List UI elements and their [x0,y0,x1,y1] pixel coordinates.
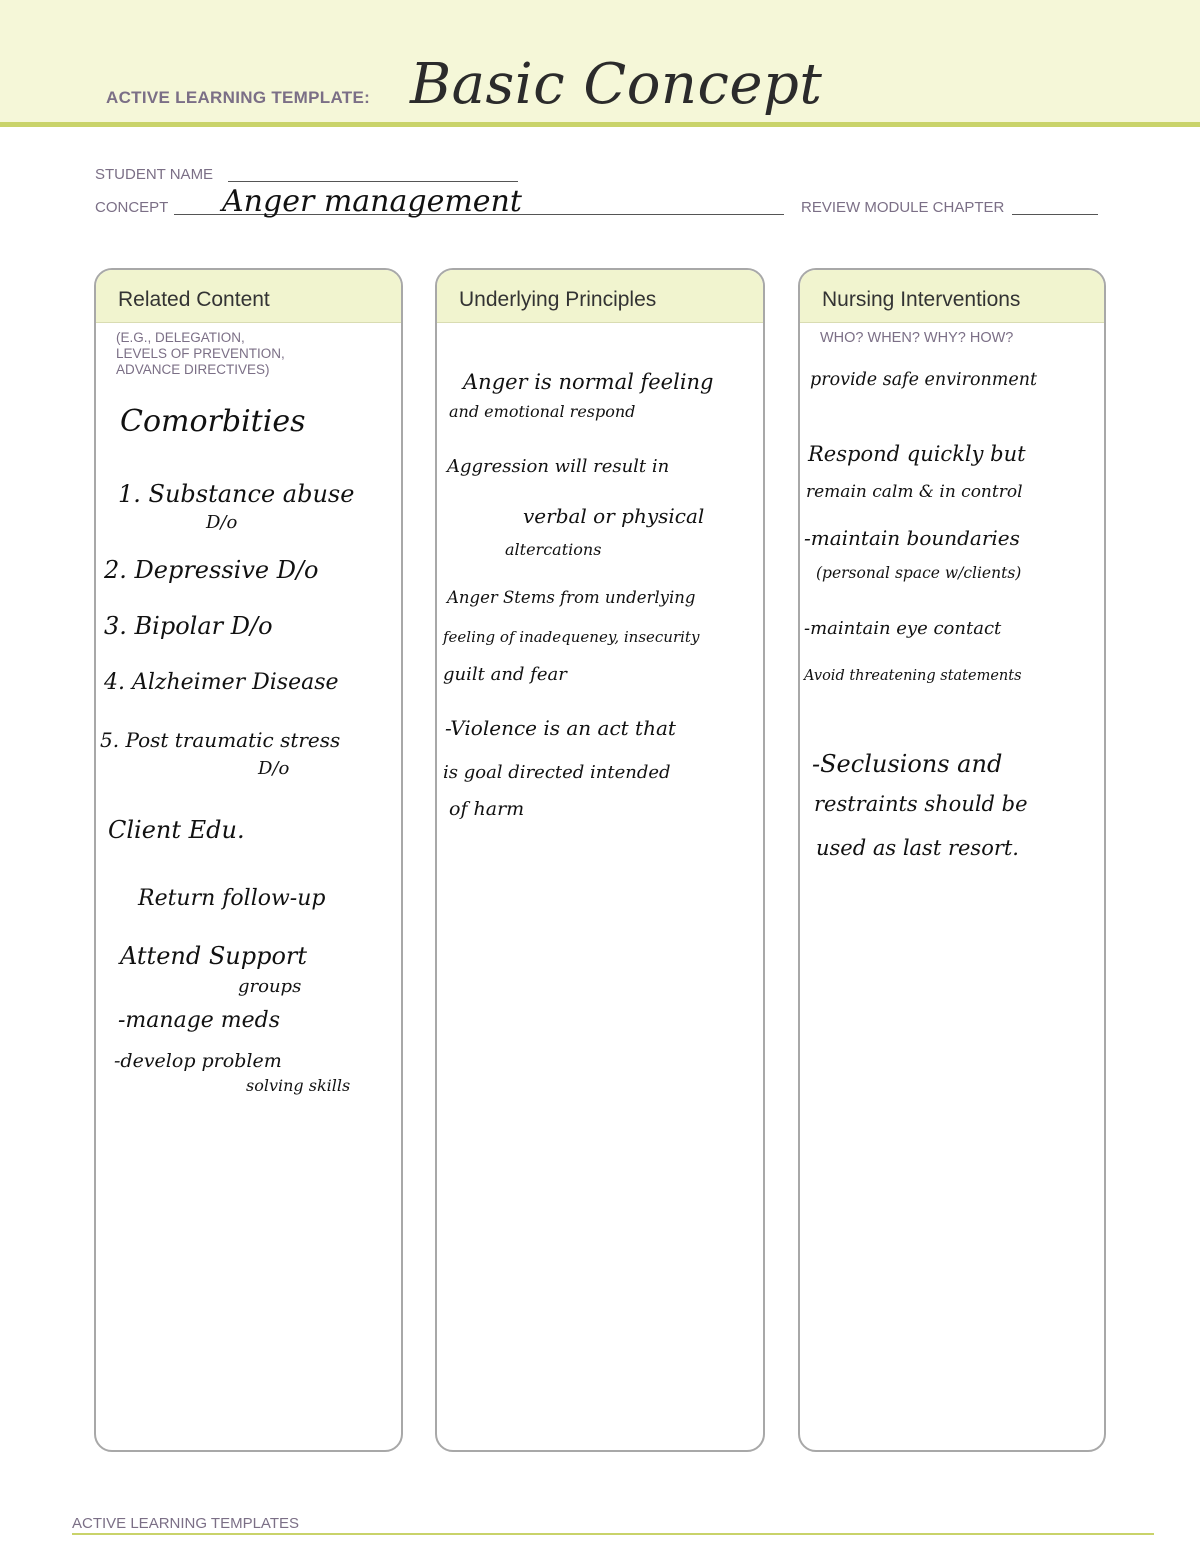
handwritten-line: -manage meds [118,1008,281,1033]
handwritten-line: Respond quickly but [808,442,1026,466]
nursing-interventions-panel [798,268,1106,1452]
subtitle-line: (E.G., DELEGATION, [116,330,245,345]
handwritten-line: Avoid threatening statements [804,668,1022,684]
handwritten-line: Client Edu. [108,816,245,844]
handwritten-line: 3. Bipolar D/o [104,612,273,640]
handwritten-line: Anger is normal feeling [463,370,714,394]
handwritten-line: -maintain boundaries [804,526,1020,550]
related-content-subtitle [116,330,285,378]
handwritten-line: (personal space w/clients) [816,564,1022,582]
footer-rule [72,1533,1154,1535]
handwritten-line: -Violence is an act that [445,716,676,740]
subtitle-line: LEVELS OF PREVENTION, [116,346,285,361]
concept-label: CONCEPT [95,199,169,216]
related-content-panel [94,268,403,1452]
handwritten-line: restraints should be [814,792,1028,816]
subtitle-line: ADVANCE DIRECTIVES) [116,362,270,377]
handwritten-line: Anger Stems from underlying [447,588,696,607]
handwritten-line: 2. Depressive D/o [104,556,319,584]
handwritten-line: -Seclusions and [812,750,1003,778]
student-name-label: STUDENT NAME [95,166,214,183]
handwritten-line: verbal or physical [523,504,705,528]
handwritten-line: D/o [206,512,238,533]
handwritten-line: altercations [505,540,602,559]
handwritten-line: -develop problem [114,1050,282,1072]
nursing-interventions-title: Nursing Interventions [822,288,1021,311]
handwritten-line: feeling of inadequeney, insecurity [443,628,700,646]
underlying-principles-panel [435,268,765,1452]
student-name-line[interactable] [228,181,518,182]
handwritten-line: remain calm & in control [806,482,1023,502]
handwritten-line: of harm [449,798,525,820]
handwritten-line: and emotional respond [449,402,636,421]
handwritten-line: guilt and fear [443,664,567,685]
handwritten-line: provide safe environment [810,370,1038,390]
handwritten-line: used as last resort. [816,836,1019,860]
template-label: ACTIVE LEARNING TEMPLATE: [106,88,371,107]
handwritten-line: -maintain eye contact [804,618,1002,639]
handwritten-line: 1. Substance abuse [118,480,355,508]
review-module-line[interactable] [1012,214,1098,215]
handwritten-line: D/o [258,758,290,779]
review-module-label: REVIEW MODULE CHAPTER [801,199,1005,216]
handwritten-line: Return follow-up [138,886,326,911]
concept-value: Anger management [222,184,522,219]
nursing-interventions-subtitle [820,330,1013,346]
handwritten-line: Comorbities [120,404,306,439]
underlying-principles-title: Underlying Principles [459,288,657,311]
handwritten-line: 5. Post traumatic stress [100,728,341,752]
template-title: Basic Concept [410,52,823,117]
header-rule [0,122,1200,127]
handwritten-line: 4. Alzheimer Disease [104,670,339,695]
handwritten-line: groups [238,976,302,997]
related-content-title: Related Content [118,288,270,311]
footer-label: ACTIVE LEARNING TEMPLATES [72,1515,299,1532]
handwritten-line: Aggression will result in [447,456,670,477]
handwritten-line: is goal directed intended [443,762,671,783]
handwritten-line: Attend Support [120,942,308,970]
handwritten-line: solving skills [246,1076,351,1095]
subtitle-line: WHO? WHEN? WHY? HOW? [820,330,1014,346]
